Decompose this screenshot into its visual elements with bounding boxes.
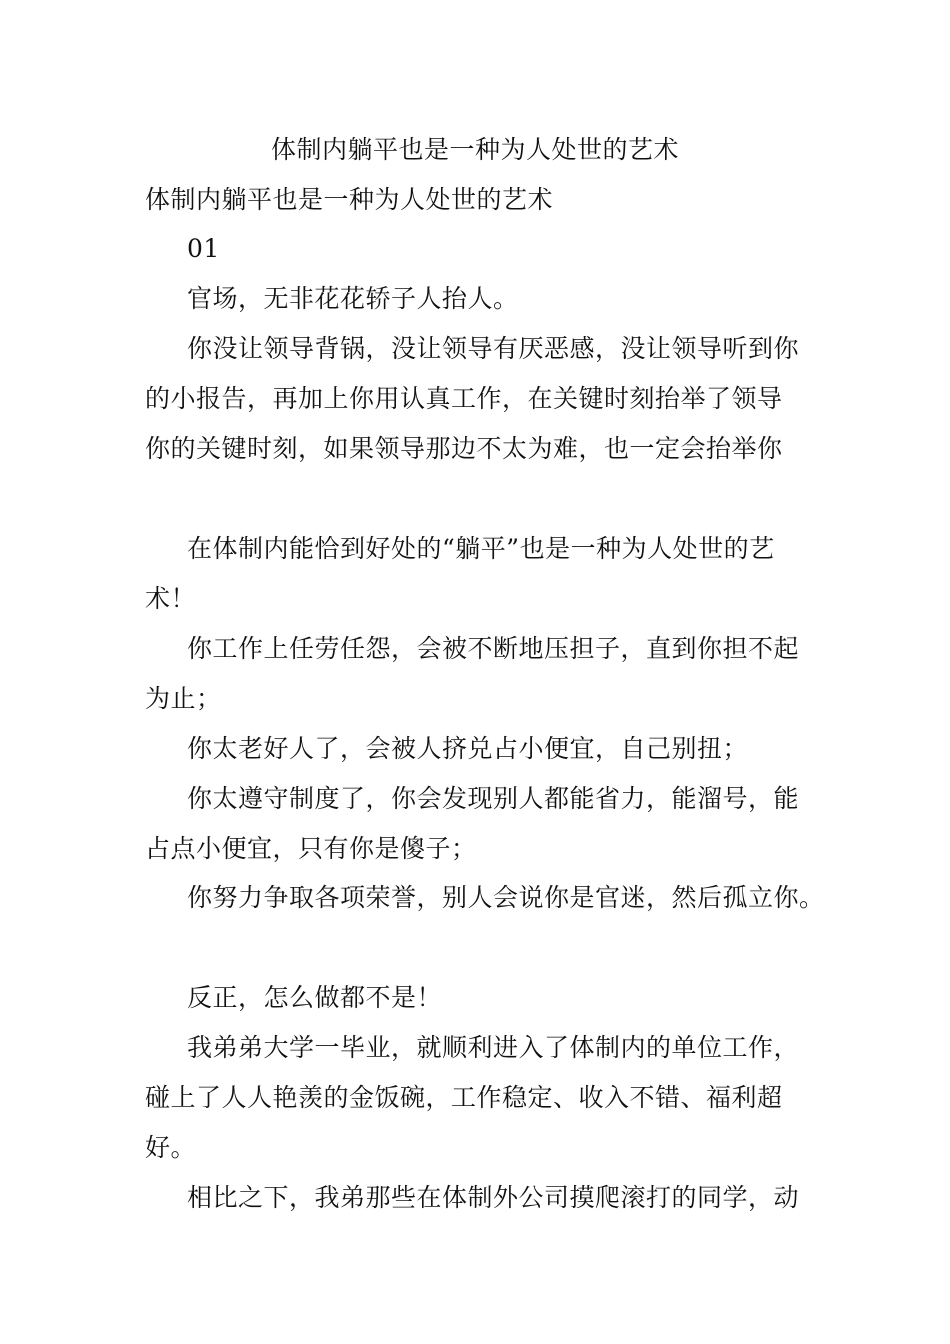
paragraph-line: 占点小便宜，只有你是傻子；: [145, 834, 477, 863]
paragraph-line: 好。: [145, 1133, 197, 1162]
paragraph-line: 你太遵守制度了，你会发现别人都能省力，能溜号，能: [187, 784, 800, 813]
paragraph-line: 碰上了人人艳羡的金饭碗，工作稳定、收入不错、福利超: [145, 1083, 783, 1112]
paragraph-line: 术！: [145, 584, 197, 613]
paragraph-line: 我弟弟大学一毕业，就顺利进入了体制内的单位工作，: [187, 1033, 800, 1062]
paragraph-line: 你工作上任劳任怨，会被不断地压担子，直到你担不起: [187, 634, 800, 663]
paragraph-line: 你的关键时刻，如果领导那边不太为难，也一定会抬举你: [145, 434, 783, 463]
paragraph-line: 你没让领导背锅，没让领导有厌恶感，没让领导听到你: [187, 334, 800, 363]
paragraph-line: 为止；: [145, 684, 222, 713]
paragraph-line: 官场，无非花花轿子人抬人。: [187, 284, 519, 313]
paragraph-line: 的小报告，再加上你用认真工作，在关键时刻抬举了领导: [145, 384, 783, 413]
document-title: 体制内躺平也是一种为人处世的艺术: [270, 135, 679, 164]
paragraph-line: 反正，怎么做都不是！: [187, 983, 443, 1012]
subtitle-line: 体制内躺平也是一种为人处世的艺术: [145, 185, 554, 214]
section-number: 01: [187, 234, 220, 263]
paragraph-line: 你努力争取各项荣誉，别人会说你是官迷，然后孤立你。: [187, 883, 825, 912]
paragraph-line: 在体制内能恰到好处的“躺平”也是一种为人处世的艺: [187, 534, 775, 563]
paragraph-line: 你太老好人了，会被人挤兑占小便宜，自己别扭；: [187, 734, 749, 763]
paragraph-line: 相比之下，我弟那些在体制外公司摸爬滚打的同学，动: [187, 1183, 800, 1212]
